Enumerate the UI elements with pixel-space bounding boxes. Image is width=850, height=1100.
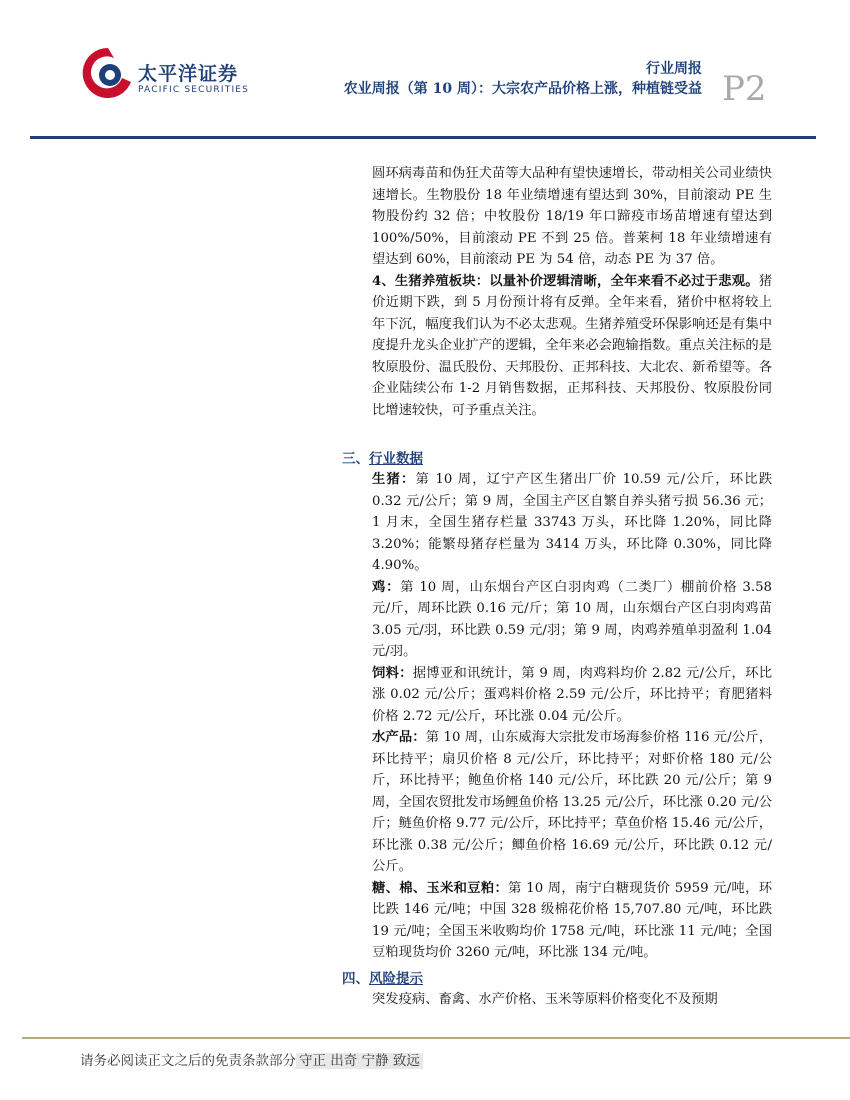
section-number: 三、	[342, 451, 369, 467]
data-item-text: 据博亚和讯统计，第 9 周，肉鸡料均价 2.82 元/公斤，环比涨 0.02 元/公斤；蛋鸡料价格 2.59 元/公斤，环比持平；育肥猪料价格 2.72 元/公斤，环比涨 0.04 元/公斤。	[372, 665, 773, 724]
logo-name-en: PACIFIC SECURITIES	[138, 85, 250, 95]
data-item-label: 鸡：	[372, 579, 401, 595]
data-item-label: 水产品：	[372, 730, 426, 745]
data-item-label: 糖、棉、玉米和豆粕：	[372, 880, 509, 896]
data-item-feed	[372, 663, 772, 728]
data-item-text: 第 10 周，山东烟台产区白羽肉鸡（二类厂）棚前价格 3.58 元/斤，周环比跌 0.16 元/斤；第 10 周，山东烟台产区白羽肉鸡苗 3.05 元/羽，环比跌 0.59 元/羽；第 9 周，肉鸡养殖单羽盈利 1.04 元/羽。	[372, 579, 772, 659]
data-item-text: 第 10 周，南宁白糖现货价 5959 元/吨，环比跌 146 元/吨；中国 328 级棉花价格 15,707.80 元/吨，环比跌 19 元/吨；全国玉米收购均价 1758 元/吨，环比涨 11 元/吨；全国豆粕现货均价 3260 元/吨，环比涨 134 元/吨。	[372, 880, 773, 960]
report-category: 行业周报	[646, 61, 702, 77]
risk-section	[372, 989, 772, 1011]
data-item-text: 第 10 周，辽宁产区生猪出厂价 10.59 元/公斤，环比跌 0.32 元/公斤；第 9 周，全国主产区自繁自养头猪亏损 56.36 元；1 月末，全国生猪存栏量 33743 万头，环比降 1.20%，同比降 3.20%；能繁母猪存栏量为 3414 万头，环比降 0.30%，同比降 4.90%。	[372, 472, 773, 573]
industry-data-section	[372, 469, 772, 964]
data-item-hog	[372, 469, 772, 577]
intro-paragraph-vaccine: 圆环病毒苗和伪狂犬苗等大品种有望快速增长，带动相关公司业绩快速增长。生物股份 18 年业绩增速有望达到 30%，目前滚动 PE 生物股份约 32 倍；中牧股份 18/19 年口蹄疫市场苗增速有望达到 100%/50%，目前滚动 PE 不到 25 倍。普莱柯 18 年业绩增速有望达到 60%，目前滚动 PE 为 54 倍，动态 PE 为 37 倍。	[372, 166, 772, 267]
hog-body: 猪价近期下跌，到 5 月份预计将有反弹。全年来看，猪价中枢将较上年下沉，幅度我们认为不必太悲观。生猪养殖受环保影响还是有集中度提升龙头企业扩产的逻辑，全年来必会跑输指数。重点关注标的是牧原股份、温氏股份、天邦股份、正邦科技、大北农、新希望等。各企业陆续公布 1-2 月销售数据，正邦科技、天邦股份、牧原股份同比增速较快，可予重点关注。	[372, 273, 772, 418]
data-item-chicken	[372, 577, 772, 663]
intro-section	[372, 163, 772, 421]
section-risk-title	[342, 967, 423, 987]
section-industry-data-title	[342, 447, 423, 467]
section-heading: 风险提示	[369, 971, 423, 987]
report-title: 农业周报（第 10 周）：大宗农产品价格上涨，种植链受益	[343, 81, 702, 97]
risk-text: 突发疫病、畜禽、水产价格、玉米等原料价格变化不及预期	[372, 992, 718, 1007]
data-item-label: 饲料：	[372, 665, 413, 681]
company-logo	[80, 45, 260, 103]
data-item-aquatic	[372, 727, 772, 878]
footer-divider	[22, 1037, 850, 1039]
logo-name-cn: 太平洋证券	[138, 63, 239, 85]
data-item-text: 第 10 周，山东威海大宗批发市场海参价格 116 元/公斤，环比持平；扇贝价格 8 元/公斤，环比持平；对虾价格 180 元/公斤，环比持平；鲍鱼价格 140 元/公斤，环比跌 20 元/公斤；第 9 周，全国农贸批发市场鲤鱼价格 13.25 元/公斤，环比涨 0.20 元/公斤；鲢鱼价格 9.77 元/公斤，环比持平；草鱼价格 15.46 元/公斤，环比涨 0.38 元/公斤；鲫鱼价格 16.69 元/公斤，环比跌 0.12 元/公斤。	[372, 730, 773, 874]
section-number: 四、	[342, 971, 369, 987]
header-divider	[30, 136, 816, 139]
footer-tagline: 守正 出奇 宁静 致远	[296, 1053, 423, 1069]
hog-heading: 4、生猪养殖板块：以量补价逻辑清晰，全年来看不必过于悲观。	[372, 273, 759, 289]
intro-paragraph-hog	[372, 271, 772, 422]
footer	[80, 1049, 423, 1069]
footer-disclaimer: 请务必阅读正文之后的免责条款部分	[80, 1053, 296, 1069]
page-number: P2	[722, 69, 767, 109]
data-item-label: 生猪：	[372, 472, 416, 487]
section-heading: 行业数据	[369, 451, 423, 467]
company-logo-mark	[80, 45, 136, 103]
data-item-crops	[372, 878, 772, 964]
